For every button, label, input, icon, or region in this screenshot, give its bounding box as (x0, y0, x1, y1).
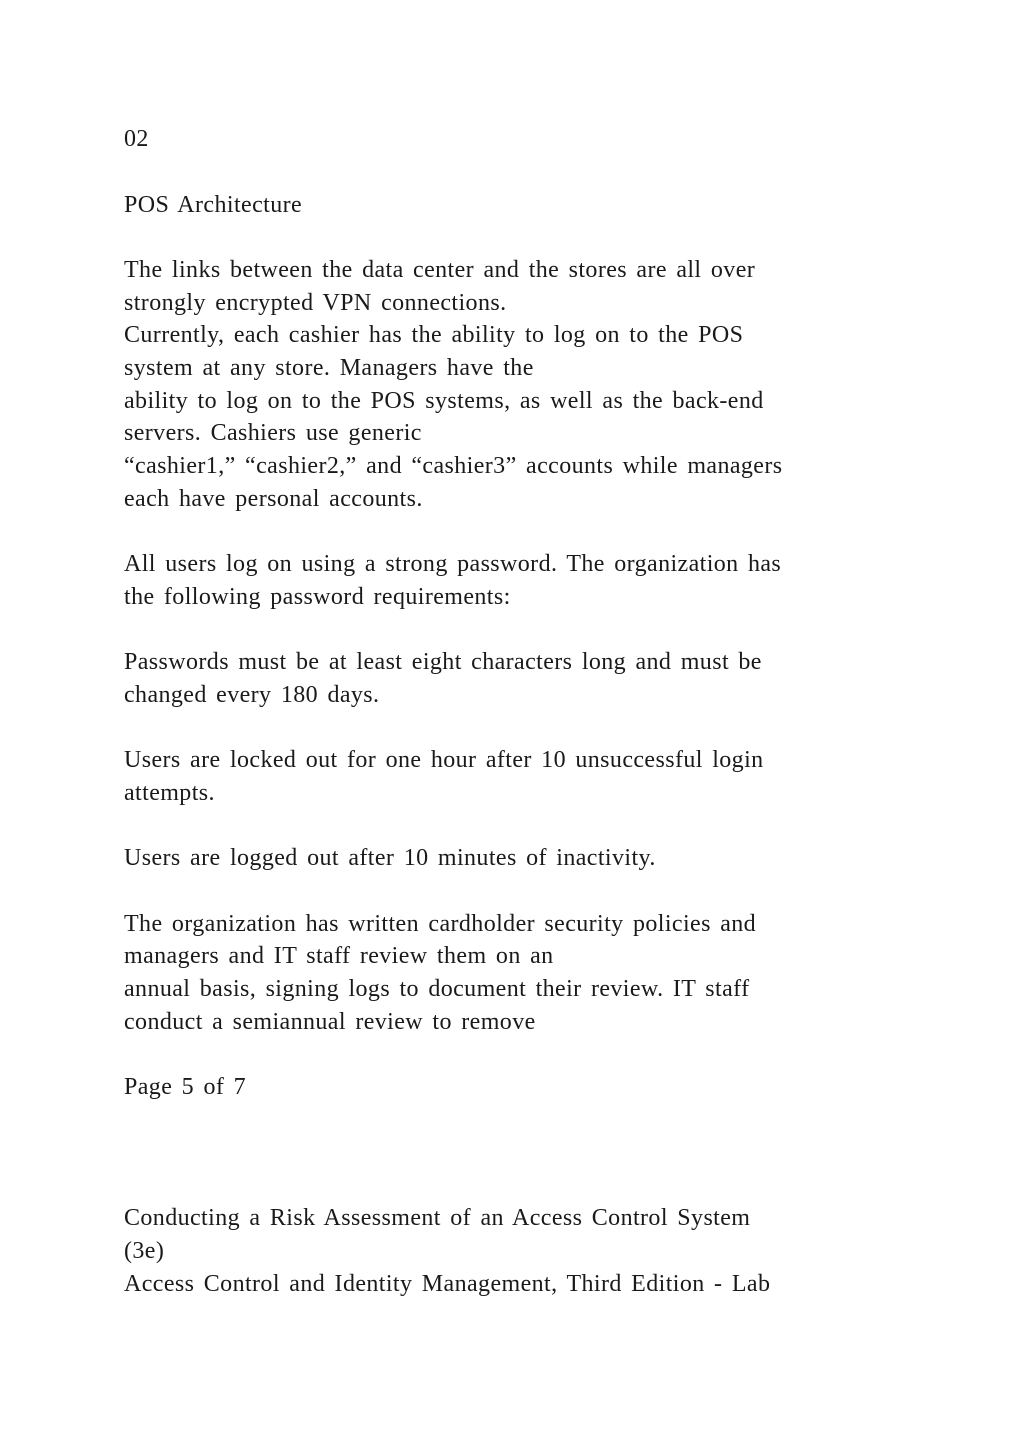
text-line: Users are logged out after 10 minutes of inactivity. (124, 845, 656, 871)
text-line: changed every 180 days. (124, 682, 380, 708)
text-line: managers and IT staff review them on an (124, 943, 554, 969)
text-line: conduct a semiannual review to remove (124, 1009, 536, 1035)
running-header-edition-tag: (3e) (124, 1238, 165, 1264)
text-line: annual basis, signing logs to document their review. IT staff (124, 976, 750, 1002)
text-line: attempts. (124, 780, 215, 806)
text-line: servers. Cashiers use generic (124, 420, 422, 446)
text-line: Currently, each cashier has the ability to log on to the POS (124, 322, 744, 348)
text-line: system at any store. Managers have the (124, 355, 534, 381)
text-line: the following password requirements: (124, 584, 511, 610)
text-line: strongly encrypted VPN connections. (124, 290, 507, 316)
text-line: All users log on using a strong password. The organization has (124, 551, 782, 577)
text-line: ability to log on to the POS systems, as well as the back-end (124, 388, 764, 414)
text-line: The links between the data center and the stores are all over (124, 257, 756, 283)
running-header-title: Conducting a Risk Assessment of an Access Control System (124, 1205, 751, 1231)
page-footer: Page 5 of 7 (124, 1074, 247, 1100)
text-line: The organization has written cardholder security policies and (124, 911, 757, 937)
text-line: Passwords must be at least eight characters long and must be (124, 649, 762, 675)
section-title: POS Architecture (124, 192, 303, 218)
text-line: “cashier1,” “cashier2,” and “cashier3” accounts while managers (124, 453, 783, 479)
text-line: each have personal accounts. (124, 486, 423, 512)
running-header-course: Access Control and Identity Management, Third Edition - Lab (124, 1271, 771, 1297)
text-line: Users are locked out for one hour after 10 unsuccessful login (124, 747, 764, 773)
page-number-top: 02 (124, 126, 149, 152)
